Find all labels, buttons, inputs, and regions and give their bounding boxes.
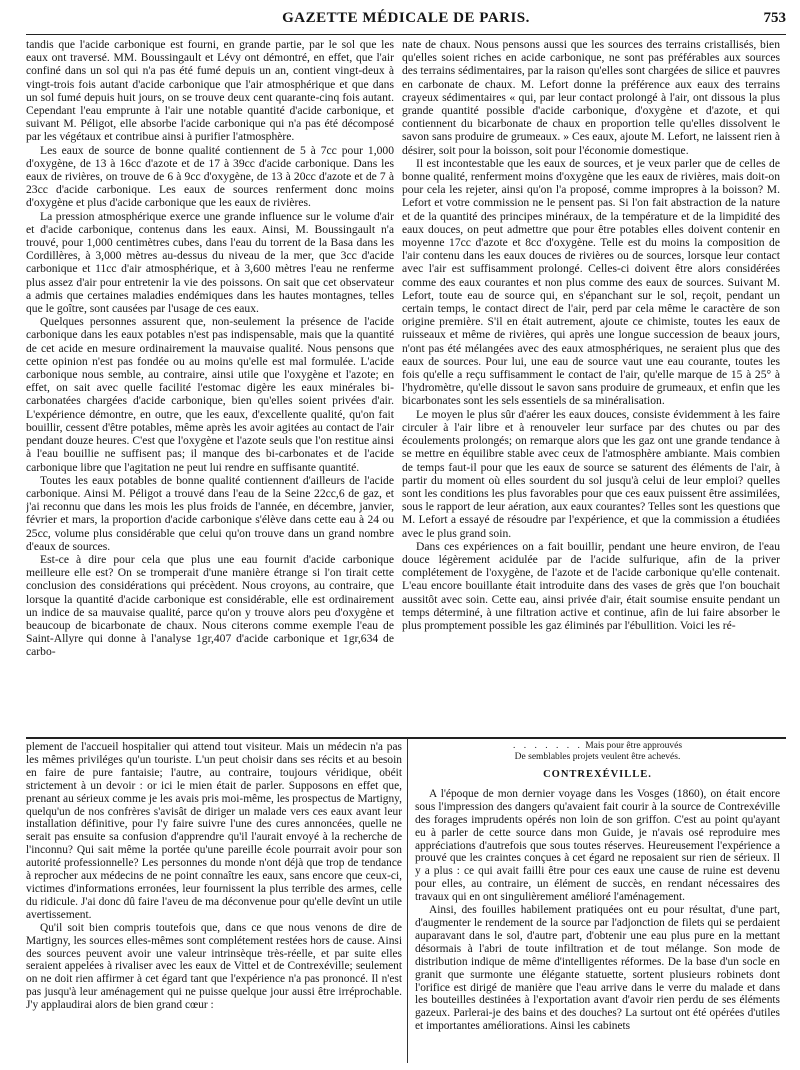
- feuilleton-rule: [26, 737, 786, 739]
- upper-right-column: [402, 38, 780, 734]
- page-number: 753: [763, 10, 786, 26]
- section-title: CONTREXÉVILLE.: [543, 769, 652, 780]
- journal-title: GAZETTE MÉDICALE DE PARIS.: [282, 10, 530, 26]
- paragraph: Ainsi, des fouilles habilement pratiquées ont eu pour résultat, d'une part, d'augmenter le rendement de la source par l'adjonction de filets qui se perdaient auparavant dans le sol, d'autre part, d'obtenir une eau plus pure en la mettant désormais à l'abri de toute infiltration et de tout mélange. Son mode de distribution indique de même d'intelligentes réformes. De la base d'un socle en granit que surmonte une élégante statuette, sortent plusieurs robinets dont l'orifice est dirigé de manière que l'eau arrive dans le verre du malade et dans les bouteilles destinées à l'exportation avant d'avoir rien perdu de ses éléments gazeux. Parlerai-je des bains et des douches? La surtout ont été opérées d'utiles et importantes améliorations. Ainsi les cabinets: [415, 904, 780, 1033]
- verse-quote: [415, 741, 780, 763]
- paragraph: Quelques personnes assurent que, non-seulement la présence de l'acide carbonique dans les eaux potables n'est pas indispensable, mais que la quantité de cet acide en mesure ordinairement la mauvaise qualité. Nous pensons que cette opinion n'est pas fondée ou au moins qu'elle est mal formulée. L'acide carbonique nous semble, au contraire, ainsi utile que l'oxygène et l'azote; en effet, on sait avec quelle facilité l'estomac digère les eaux minérales bi-carbonatées chargées d'acide carbonique, bien qu'elles soient privées d'air. L'expérience démontre, en outre, que les eaux, d'excellente qualité, qu'on fait bouillir, cessent d'être potables, même après les avoir agitées au contact de l'air pendant douze heures. C'est que l'oxygène et l'azote seuls que l'on restitue ainsi à l'eau bouillie ne suffisent pas; il manque des bi-carbonates et de l'acide carbonique libre que l'agitation ne peut lui rendre en suffisante quantité.: [26, 315, 394, 474]
- lower-right-column: [415, 741, 780, 1063]
- paragraph: Il est incontestable que les eaux de sources, et je veux parler que de celles de bonne qualité, renferment moins d'oxygène que les eaux de rivières, mais doit-on pour cela les rejeter, ainsi qu'on l'a proposé, comme impropres à la boisson? M. Lefort et votre commission ne le pensent pas. Si l'on fait abstraction de la nature et de la quantité des principes minéraux, de la température et de la limpidité des eaux douces, on peut admettre que pour être potables elles doivent contenir en moyenne 17cc d'azote et 8cc d'oxygène. Telle est du moins la composition de l'air contenu dans les eaux douces de rivières ou de sources, lorsque leur contact avec l'air est suffisamment prolongé. Celles-ci doivent être alors considérées comme des eaux courantes et non plus comme des eaux de sources. Suivant M. Lefort, toute eau de source qui, en s'épanchant sur le sol, reçoit, pendant un certain temps, le contact direct de l'air, perd par cela même le caractère de son origine première. S'il en était autrement, ajoute ce chimiste, toutes les eaux de ruisseaux et même de rivières, qui après une longue succession de beaux jours, n'ont pas été mélangées avec des eaux atmosphériques, ne seraient plus que des eaux de sources. Pour lui, une eau de source vaut une eau courante, toutes les fois qu'elle a reçu suffisamment le contact de l'air, qu'elle marque de 15 à 25° à l'hydromètre, qu'elle dissout le savon sans produire de grumeaux, et enfin que les bicarbonates sont les sels essentiels de sa minéralisation.: [402, 156, 780, 408]
- paragraph: tandis que l'acide carbonique est fourni, en grande partie, par le sol que les eaux ont traversé. MM. Boussingault et Lévy ont démontré, en effet, que l'air confiné dans un sol qui n'a pas été fumé depuis un an, contient vingt-deux à vingt-trois fois autant d'acide carbonique que l'air atmosphérique et que dans un sol fumé depuis huit jours, on se trouve deux cent quarante-cinq fois autant. Cependant l'eau emprunte à l'air une notable quantité d'acide carbonique, et suivant M. Péligot, elle absorbe l'acide carbonique qui n'a pas été décomposé par les végétaux et contribue ainsi à purifier l'atmosphère.: [26, 38, 394, 144]
- column-divider: [407, 738, 408, 1063]
- paragraph: A l'époque de mon dernier voyage dans les Vosges (1860), on était encore sous l'impression des dangers qu'avaient fait courir à la source de Contrexéville des forages imprudents opérés non loin de son griffon. C'est au point qu'ayant eu à parler de cette source dans mon Guide, je n'avais osé reproduire mes appréciations d'autrefois que sous toutes réserves. Heureusement l'expérience a prouvé que les craintes conçues à cet égard ne reposaient sur rien de sérieux. Il y a plus : ce qui avait failli être pour ces eaux une cause de ruine est devenu pour elles, au contraire, un élément de succès, en rendant nécessaires des travaux qui en ont singulièrement amélioré l'aménagement.: [415, 787, 780, 904]
- paragraph: plement de l'accueil hospitalier qui attend tout visiteur. Mais un médecin n'a pas les mêmes priviléges qu'un touriste. L'un peut choisir dans ses récits et au besoin en faire de pure fantaisie; l'autre, au contraire, toujours véridique, obéit strictement à un devoir : or ici le mien était de parler. Supposons en effet que, prenant au sérieux comme je les avais pris moi-même, les prospectus de Martigny, quelqu'un de nos confrères s'avisât de diriger un malade vers ces eaux avant leur installation définitive, pour l'y faire suivre l'une des cures annoncées, quelle ne serait pas ensuite sa confusion d'apprendre qu'il l'aurait envoyé à la recherche de l'inconnu? Qui sait même la portée qu'une pareille école pourrait avoir pour son autorité professionnelle? Les personnes du monde n'ont déjà que trop de tendance à reprocher aux médecins de ne point connaître les eaux, sans encore que ceux-ci, victimes d'informations erronées, leur fournissent la plus terrible des armes, celle du ridicule. J'ai donc dû faire l'aveu de ma déconvenue pour qu'elle devînt un utile avertissement.: [26, 741, 402, 921]
- page-header: [26, 10, 786, 32]
- paragraph: nate de chaux. Nous pensons aussi que les sources des terrains cristallisés, bien qu'elles soient riches en acide carbonique, ne sont pas préférables aux sources des terrains sédimentaires, par la raison qu'elles sont chargées de silice et pauvres en carbonate de chaux. M. Lefort donne la préférence aux eaux des terrains crayeux sédimentaires « qui, par leur contact prolongé à l'air, ont dissous la plus grande quantité possible d'acide carbonique, d'oxygène et d'azote, et qui contiennent du bicarbonate de chaux en proportion telle qu'elles dissolvent le savon sans produire de grumeaux. » Ces eaux, ajoute M. Lefort, ne laissent rien à désirer, soit pour la boisson, soit pour l'économie domestique.: [402, 38, 780, 157]
- paragraph: Qu'il soit bien compris toutefois que, dans ce que nous venons de dire de Martigny, les sources elles-mêmes sont complétement restées hors de cause. Ainsi des sources peuvent avoir une valeur intrinsèque très-réelle, et par suite elles seraient appelées à rivaliser avec les eaux de Vittel et de Contrexéville; seulement on ne doit rien affirmer à cet égard tant que l'expérience n'a pas prononcé. Il n'est pas jusqu'à leur aménagement qui ne puisse quelque jour aussi être irréprochable. J'y applaudirai alors de bien grand cœur :: [26, 921, 402, 1012]
- paragraph: Toutes les eaux potables de bonne qualité contiennent d'ailleurs de l'acide carbonique. Ainsi M. Péligot a trouvé dans l'eau de la Seine 22cc,6 de gaz, et j'ai reconnu que dans les mois les plus froids de l'année, en décembre, janvier, février et mars, la proportion d'acide carbonique s'élève dans cette eau à 24 ou 25cc, volume plus considérable que celui qu'on trouve dans un grand nombre d'eaux de sources.: [26, 473, 394, 553]
- verse-line: De semblables projets veulent être achevés.: [514, 752, 681, 762]
- ellipsis-dots: . . . . . . .: [512, 741, 583, 751]
- paragraph: Dans ces expériences on a fait bouillir, pendant une heure environ, de l'eau douce légèrement acidulée par de l'acide sulfurique, afin de la priver complétement de l'oxygène, de l'azote et de l'acide carbonique qu'elle contenait. L'eau encore bouillante était introduite dans des vases de grès que l'on bouchait aussitôt avec soin. Cette eau, ainsi privée d'air, était soumise ensuite pendant un temps déterminé, à une filtration active et continue, afin de lui faire absorber le plus promptement possible les gaz éliminés par l'ébullition. Voici les ré-: [402, 539, 780, 632]
- lower-left-column: [26, 741, 402, 1063]
- paragraph: Le moyen le plus sûr d'aérer les eaux douces, consiste évidemment à les faire circuler à l'air libre et à renouveler leur surface par des chutes ou par des écoulements prolongés; on remarque alors que les gaz ont une grande tendance à se mettre en équilibre stable avec ceux de l'atmosphère ambiante. Mais combien de temps faut-il pour que les eaux de source se saturent des éléments de l'air, à partir du moment où elles sourdent du sol jusqu'à celui de leur emploi? quelles sont les conditions les plus favorables pour que ces eaux puissent être assimilées, sous le rapport de leur aération, aux eaux courantes? Telles sont les questions que M. Lefort a essayé de résoudre par l'expérience, et que la commission a étudiées avec le plus grand soin.: [402, 407, 780, 540]
- upper-left-column: [26, 38, 394, 734]
- paragraph: La pression atmosphérique exerce une grande influence sur le volume d'air et d'acide carbonique, contenus dans les eaux. Ainsi, M. Boussingault n'a trouvé, pour 1,000 centimètres cubes, dans l'eau du torrent de la Basa dans les Cordillères, à 3,000 mètres au-dessus du niveau de la mer, que 3cc d'acide carbonique et 11cc d'air atmosphérique, et à 3,600 mètres l'eau ne renferme plus assez d'air pour entretenir la vie des poissons. On sait que cet observateur a admis que certaines maladies endémiques dans les hautes montagnes, telles que le goître, sont causées par l'usage de ces eaux.: [26, 209, 394, 316]
- header-rule: [26, 34, 786, 35]
- paragraph: Les eaux de source de bonne qualité contiennent de 5 à 7cc pour 1,000 d'oxygène, de 13 à 16cc d'azote et de 17 à 39cc d'acide carbonique. Dans les eaux de rivières, on trouve de 6 à 9cc d'oxygène, de 13 à 20cc d'azote et de 7 à 23cc d'acide carbonique. Les eaux de sources renferment donc moins d'oxygène et plus d'acide carbonique que les eaux de rivières.: [26, 143, 394, 210]
- paragraph: Est-ce à dire pour cela que plus une eau fournit d'acide carbonique meilleure elle est? On se tromperait d'une manière étrange si l'on tirait cette conclusion des considérations qui précèdent. Nous croyons, au contraire, que lorsque la quantité d'acide carbonique est considérable, elle est ordinairement un indice de sa mauvaise qualité, parce qu'on y trouve alors peu d'oxygène et beaucoup de bicarbonate de chaux. Nous citerons comme exemple l'eau de Saint-Allyre qui donne à l'analyse 1gr,407 d'acide carbonique et 1gr,634 de carbo-: [26, 552, 394, 659]
- verse-line: Mais pour être approuvés: [585, 741, 683, 751]
